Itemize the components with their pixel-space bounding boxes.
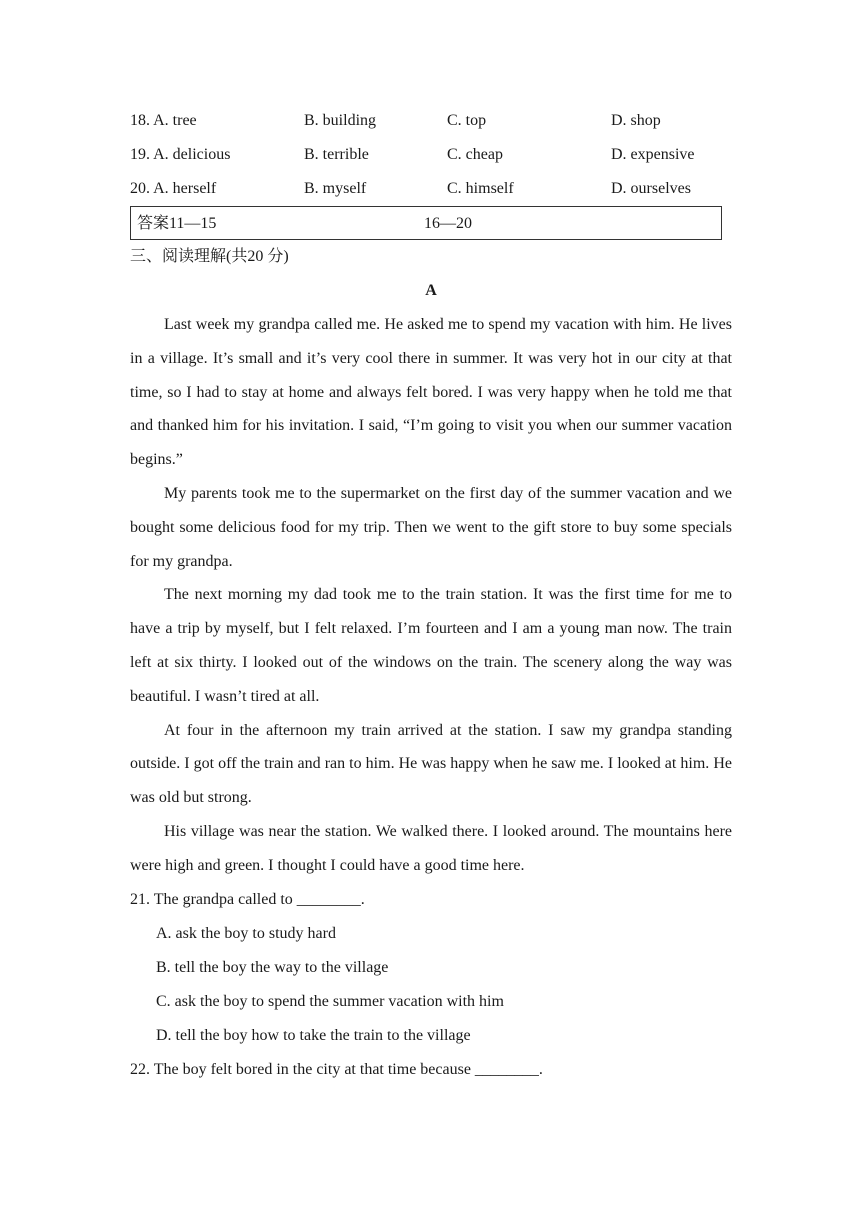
option-b: B. terrible [304, 146, 369, 163]
question-18-options [130, 104, 732, 138]
option-d: D. shop [611, 112, 661, 129]
option-d: D. ourselves [611, 180, 691, 197]
option-c: C. cheap [447, 146, 503, 163]
question-19-options [130, 138, 732, 172]
answer-range-16-20: 16—20 [424, 215, 472, 232]
question-21-stem: 21. The grandpa called to ________. [130, 890, 365, 908]
paragraph-2: My parents took me to the supermarket on the first day of the summer vacation and we bought some delicious food for my trip. Then we went to the gift store to buy some specials for my grandpa. [130, 484, 732, 570]
question-22-stem: 22. The boy felt bored in the city at that time because ________. [130, 1060, 543, 1078]
section-title: 三、阅读理解(共20 分) [130, 248, 289, 265]
answer-range-11-15: 答案11—15 [137, 215, 217, 232]
option-c: C. top [447, 112, 487, 129]
answer-box[interactable] [130, 206, 722, 240]
question-21-choice-b: B. tell the boy the way to the village [156, 958, 389, 976]
paragraph-1: Last week my grandpa called me. He asked me to spend my vacation with him. He lives in a village. It’s small and it’s very cool there in summer. It was very hot in our city at that time, so I had to stay at home and always felt bored. I was very happy when he told me that and thanked him for his invitation. I said, “I’m going to visit you when our summer vacation begins.” [130, 316, 732, 469]
option-a: 20. A. herself [130, 180, 217, 197]
option-a: 19. A. delicious [130, 146, 231, 163]
paragraph-4: At four in the afternoon my train arrived at the station. I saw my grandpa standing outside. I got off the train and ran to him. He was happy when he saw me. I looked at him. He was old but strong. [130, 721, 732, 807]
paragraph-5: His village was near the station. We walked there. I looked around. The mountains here were high and green. I thought I could have a good time here. [130, 822, 732, 874]
option-a: 18. A. tree [130, 112, 197, 129]
exam-page [130, 104, 732, 1087]
passage-label: A [425, 282, 437, 299]
option-c: C. himself [447, 180, 514, 197]
option-b: B. building [304, 112, 377, 129]
question-21-choice-a: A. ask the boy to study hard [156, 924, 336, 942]
question-21-choice-d: D. tell the boy how to take the train to the village [156, 1026, 471, 1044]
question-21-choice-c: C. ask the boy to spend the summer vacation with him [156, 992, 504, 1010]
option-d: D. expensive [611, 146, 695, 163]
question-20-options [130, 172, 732, 206]
paragraph-3: The next morning my dad took me to the train station. It was the first time for me to have a trip by myself, but I felt relaxed. I’m fourteen and I am a young man now. The train left at six thirty. I looked out of the windows on the train. The scenery along the way was beautiful. I wasn’t tired at all. [130, 586, 732, 705]
option-b: B. myself [304, 180, 367, 197]
